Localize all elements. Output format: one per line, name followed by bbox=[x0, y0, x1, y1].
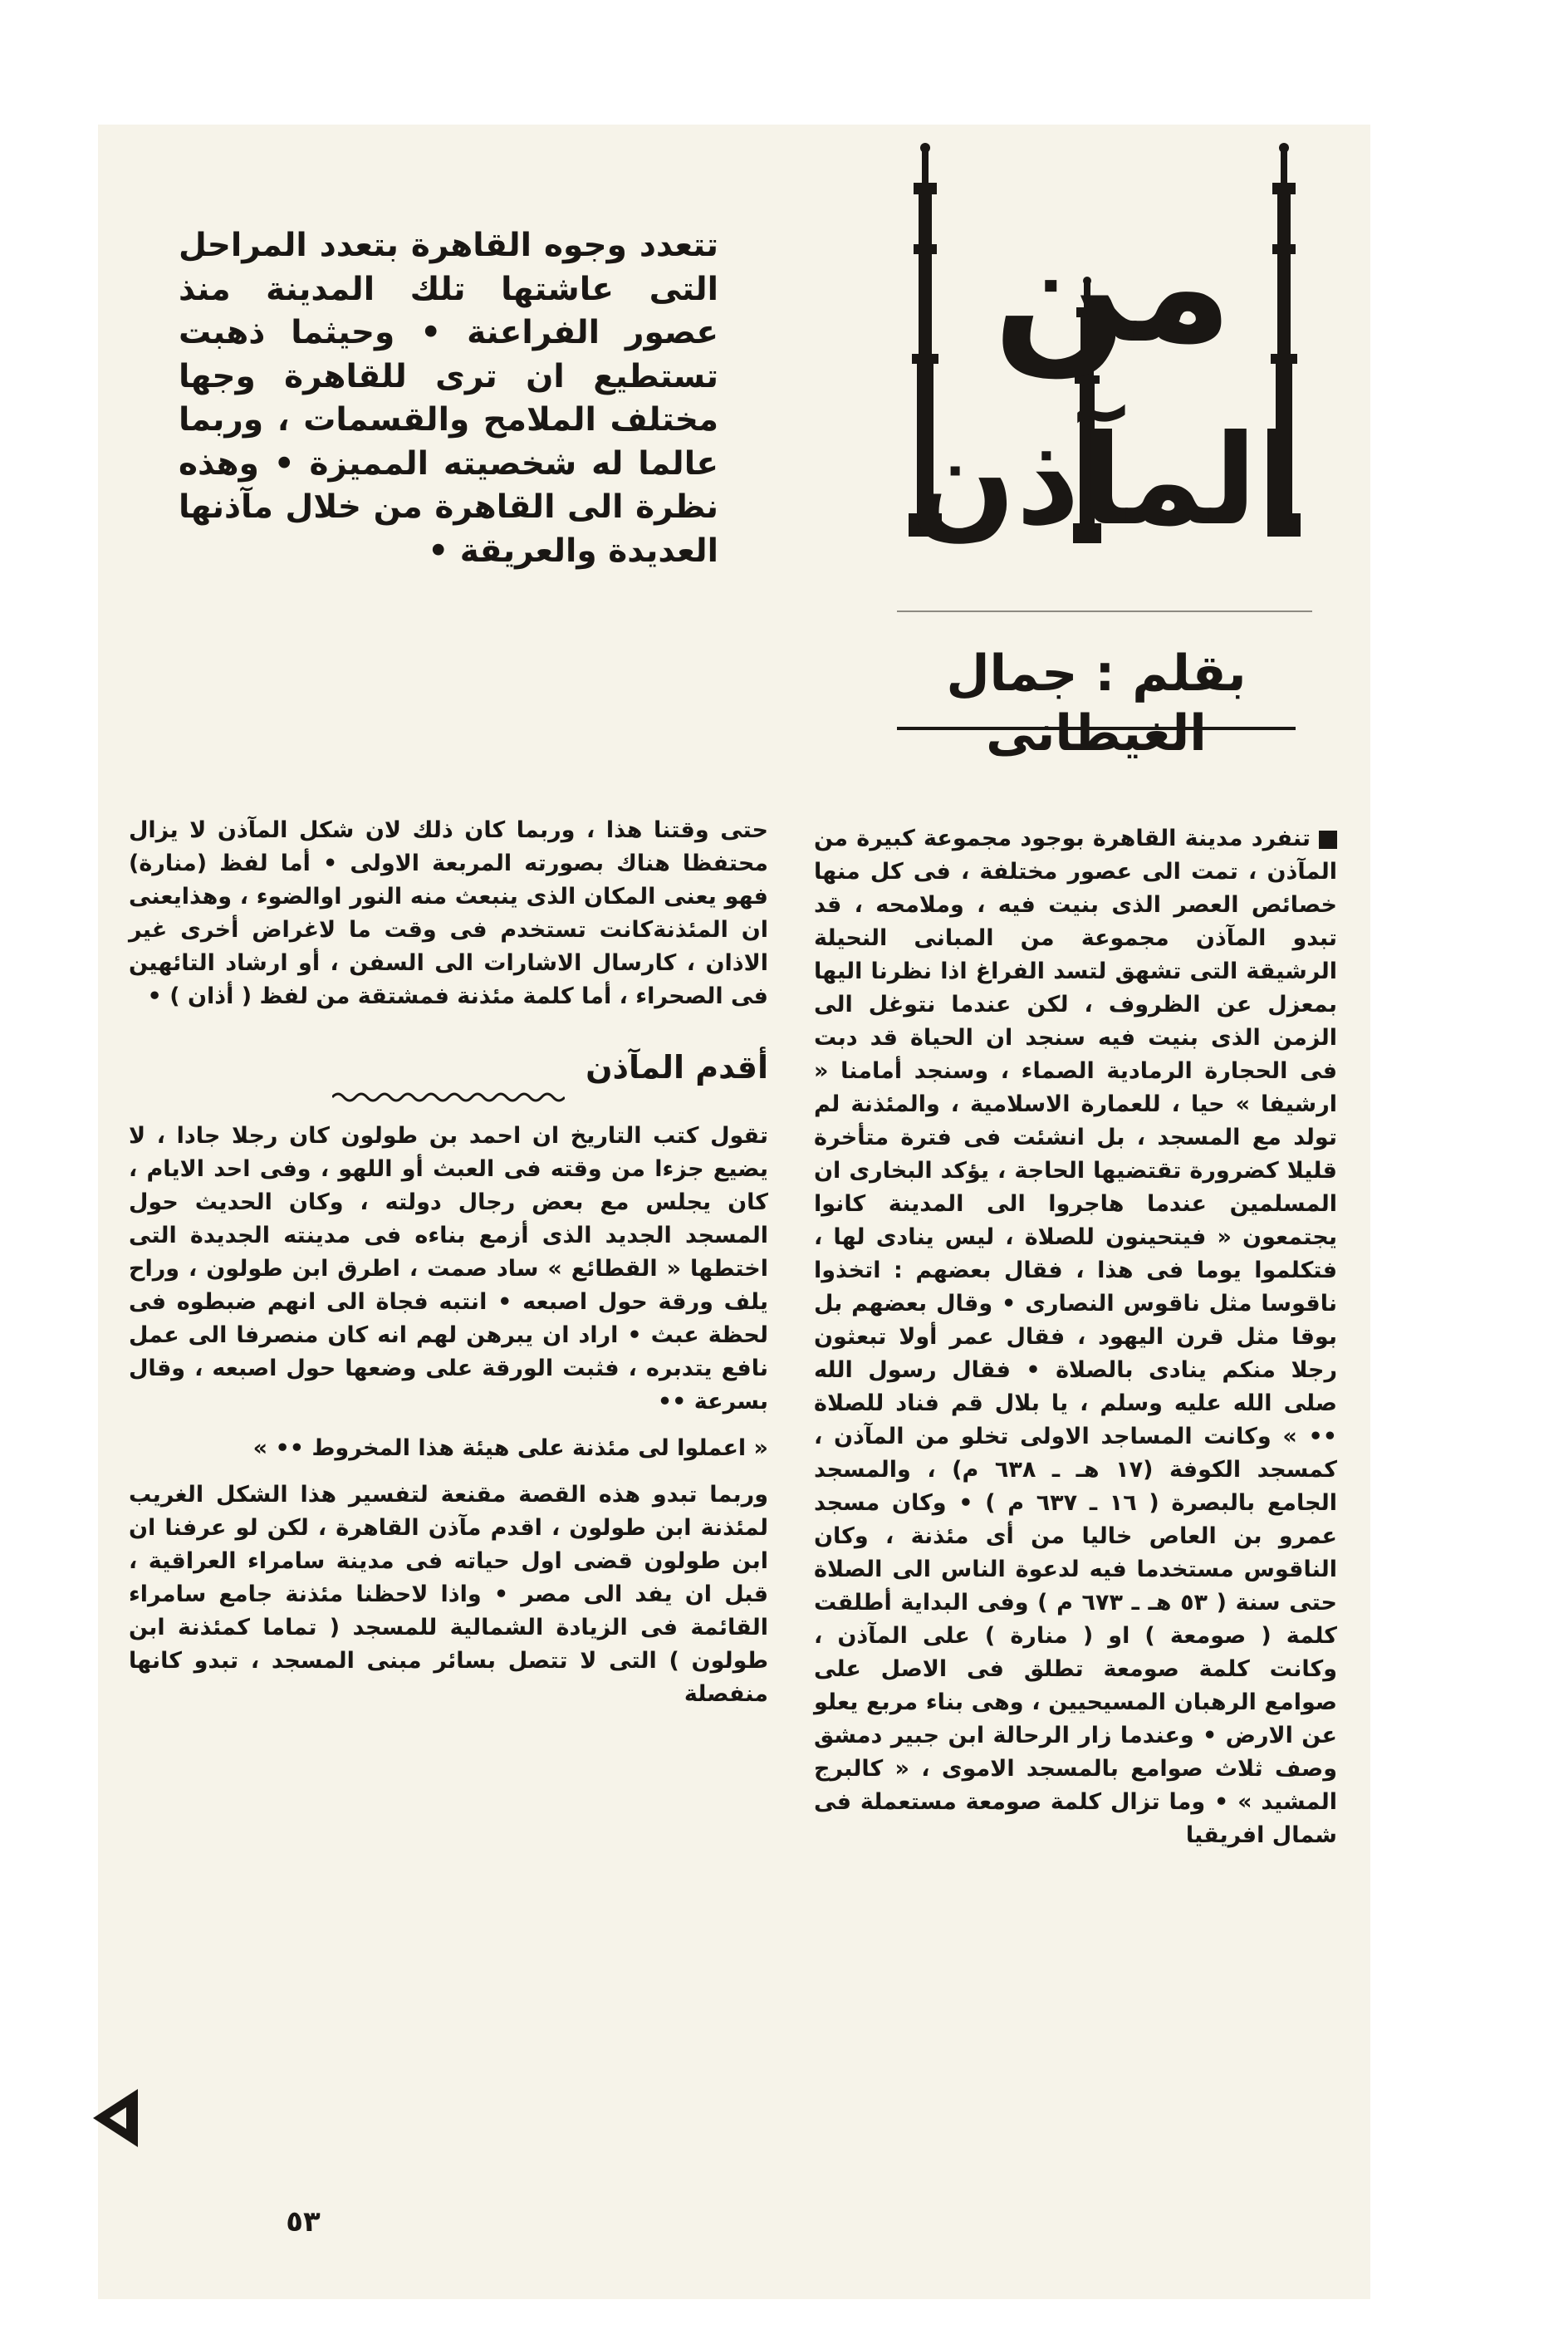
title-line-1: من bbox=[992, 194, 1233, 378]
square-bullet-icon bbox=[1319, 831, 1337, 849]
column-left-paragraph-1: حتى وقتنا هذا ، وربما كان ذلك لان شكل المآذن لا يزال محتفظا هناك بصورته المربعة الاولى • أما لفظ (منارة) فهو يعنى المكان الذى ينبعث منه النور اوالضوء ، وهذايعنى ان المئذنةكانت تستخدم فى وقت ما لاغراض أخرى غير الاذان ، كارسال الاشارات الى السفن ، أو ارشاد التائهين فى الصحراء ، أما كلمة مئذنة فمشتقة من لفظ ( أذان ) • bbox=[129, 817, 768, 1009]
title-divider bbox=[897, 610, 1312, 612]
triangle-arrow-icon bbox=[93, 2089, 138, 2147]
section-heading: أقدم المآذن bbox=[586, 1049, 768, 1086]
byline-underline bbox=[897, 727, 1296, 730]
intro-paragraph: تتعدد وجوه القاهرة بتعدد المراحل التى عاشتها تلك المدينة منذ عصور الفراعنة • وحيثما ذهبت تستطيع ان ترى للقاهرة وجها مختلف الملامح والقسمات ، وربما عالما له شخصيته المميزة • وهذه نظرة الى القاهرة من خلال مآذنها العديدة والعريقة • bbox=[179, 227, 718, 570]
column-right-paragraph bbox=[814, 822, 1337, 1852]
title-calligraphy bbox=[897, 133, 1312, 598]
column-left-paragraph-3: وربما تبدو هذه القصة مقنعة لتفسير هذا الشكل الغريب لمئذنة ابن طولون ، اقدم مآذن القاهرة ، لكن لو عرفنا ان ابن طولون قضى اول حياته فى مدينة سامراء العراقية ، قبل ان يفد الى مصر • واذا لاحظنا مئذنة جامع سامراء القائمة فى الزيادة الشمالية للمسجد ( تماما كمئذنة ابن طولون ) التى لا تتصل بسائر مبنى المسجد ، تبدو كانها منفصلة bbox=[129, 1482, 768, 1707]
page-number: ٥٣ bbox=[286, 2205, 321, 2238]
wavy-underline-icon bbox=[332, 1090, 565, 1105]
title-line-2: المآذن bbox=[909, 409, 1300, 553]
column-left-paragraph-2: تقول كتب التاريخ ان احمد بن طولون كان رجلا جادا ، لا يضيع جزءا من وقته فى العبث أو اللهو ، وفى احد الايام ، كان يجلس مع بعض رجال دولته ، وكان الحديث حول المسجد الجديد الذى أزمع بناءه فى مدينته الجديدة التى اختطها « القطائع » ساد صمت ، اطرق ابن طولون ، وراح يلف ورقة حول اصبعه • انتبه فجاة الى انهم ضبطوه فى لحظة عبث • اراد ان يبرهن لهم انه كان منصرفا الى عمل نافع يتدبره ، فثبت الورقة على وضعها حول اصبعه ، وقال بسرعة •• bbox=[129, 1123, 768, 1415]
byline: بقلم : جمال الغيطانى bbox=[946, 645, 1247, 763]
column-left bbox=[129, 814, 768, 1711]
quote: « اعملوا لى مئذنة على هيئة هذا المخروط •• » bbox=[252, 1435, 768, 1461]
column-right-text: تنفرد مدينة القاهرة بوجود مجموعة كبيرة من المآذن ، تمت الى عصور مختلفة ، فى كل منها خصائص العصر الذى بنيت فيه ، وملامحه ، قد تبدو المآذن مجموعة من المبانى النحيلة الرشيقة التى تشهق لتسد الفراغ اذا نظرنا اليها بمعزل عن الظروف ، لكن عندما نتوغل الى الزمن الذى بنيت فيه سنجد ان الحياة قد دبت فى الحجارة الرمادية الصماء ، وسنجد أمامنا « ارشيفا » حيا ، للعمارة الاسلامية ، والمئذنة لم تولد مع المسجد ، بل انشئت فى فترة متأخرة قليلا كضرورة تقتضيها الحاجة ، يؤكد البخارى ان المسلمين عندما هاجروا الى المدينة كانوا يجتمعون « فيتحينون للصلاة ، ليس ينادى لها ، فتكلموا يوما فى هذا ، فقال بعضهم : اتخذوا ناقوسا مثل ناقوس النصارى • وقال بعضهم بل بوقا مثل قرن اليهود ، فقال عمر أولا تبعثون رجلا منكم ينادى بالصلاة • فقال رسول الله صلى الله عليه وسلم ، يا بلال قم فناد للصلاة •• » وكانت المساجد الاولى تخلو من المآذن ، كمسجد الكوفة (١٧ هـ ـ ٦٣٨ م) ، والمسجد الجامع بالبصرة ( ١٦ ـ ٦٣٧ م ) • وكان مسجد عمرو بن العاص خاليا من أى مئذنة ، وكان الناقوس مستخدما فيه لدعوة الناس الى الصلاة حتى سنة ( ٥٣ هـ ـ ٦٧٣ م ) وفى البداية أطلقت كلمة ( صومعة ) او ( منارة ) على المآذن ، وكانت كلمة صومعة تطلق فى الاصل على صوامع الرهبان المسيحيين ، وهى بناء مربع يعلو عن الارض • وعندما زار الرحالة ابن جبير دمشق وصف ثلاث صوامع بالمسجد الاموى ، « كالبرج المشيد » • وما تزال كلمة صومعة مستعملة فى شمال افريقيا bbox=[814, 826, 1337, 1848]
column-right bbox=[814, 822, 1337, 1852]
